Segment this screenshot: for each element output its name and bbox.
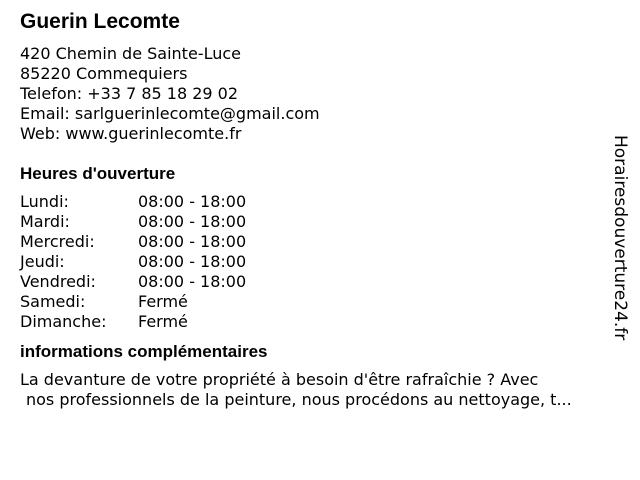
- business-card: [20, 10, 610, 410]
- day-label: Samedi:: [20, 292, 86, 311]
- contact-details: [20, 44, 610, 144]
- time-value: 08:00 - 18:00: [138, 252, 247, 271]
- business-name: Guerin Lecomte: [20, 10, 180, 33]
- hours-row-samedi: [20, 292, 610, 312]
- time-value: Fermé: [138, 292, 188, 311]
- day-label: Vendredi:: [20, 272, 96, 291]
- hours-row-lundi: [20, 192, 610, 212]
- hours-row-vendredi: [20, 272, 610, 292]
- site-watermark: Horairesdouverture24.fr: [610, 135, 630, 341]
- info-line-1: La devanture de votre propriété à besoin d'être rafraîchie ? Avec: [20, 370, 539, 389]
- hours-row-mercredi: [20, 232, 610, 252]
- hours-row-dimanche: [20, 312, 610, 332]
- time-value: 08:00 - 18:00: [138, 272, 247, 291]
- info-line-2: nos professionnels de la peinture, nous procédons au nettoyage, t...: [26, 390, 572, 409]
- time-value: 08:00 - 18:00: [138, 192, 247, 211]
- hours-row-jeudi: [20, 252, 610, 272]
- day-label: Mardi:: [20, 212, 70, 231]
- info-text: [20, 370, 610, 410]
- hours-row-mardi: [20, 212, 610, 232]
- time-value: 08:00 - 18:00: [138, 232, 247, 251]
- info-heading: informations complémentaires: [20, 342, 268, 361]
- street-address: 420 Chemin de Sainte-Luce: [20, 44, 241, 63]
- time-value: Fermé: [138, 312, 188, 331]
- time-value: 08:00 - 18:00: [138, 212, 247, 231]
- day-label: Dimanche:: [20, 312, 107, 331]
- city-postcode: 85220 Commequiers: [20, 64, 188, 83]
- day-label: Jeudi:: [20, 252, 65, 271]
- hours-heading: Heures d'ouverture: [20, 164, 176, 183]
- hours-list: [20, 192, 610, 332]
- day-label: Lundi:: [20, 192, 69, 211]
- day-label: Mercredi:: [20, 232, 95, 251]
- phone-line: Telefon: +33 7 85 18 29 02: [20, 84, 239, 103]
- email-line: Email: sarlguerinlecomte@gmail.com: [20, 104, 320, 123]
- web-line: Web: www.guerinlecomte.fr: [20, 124, 242, 143]
